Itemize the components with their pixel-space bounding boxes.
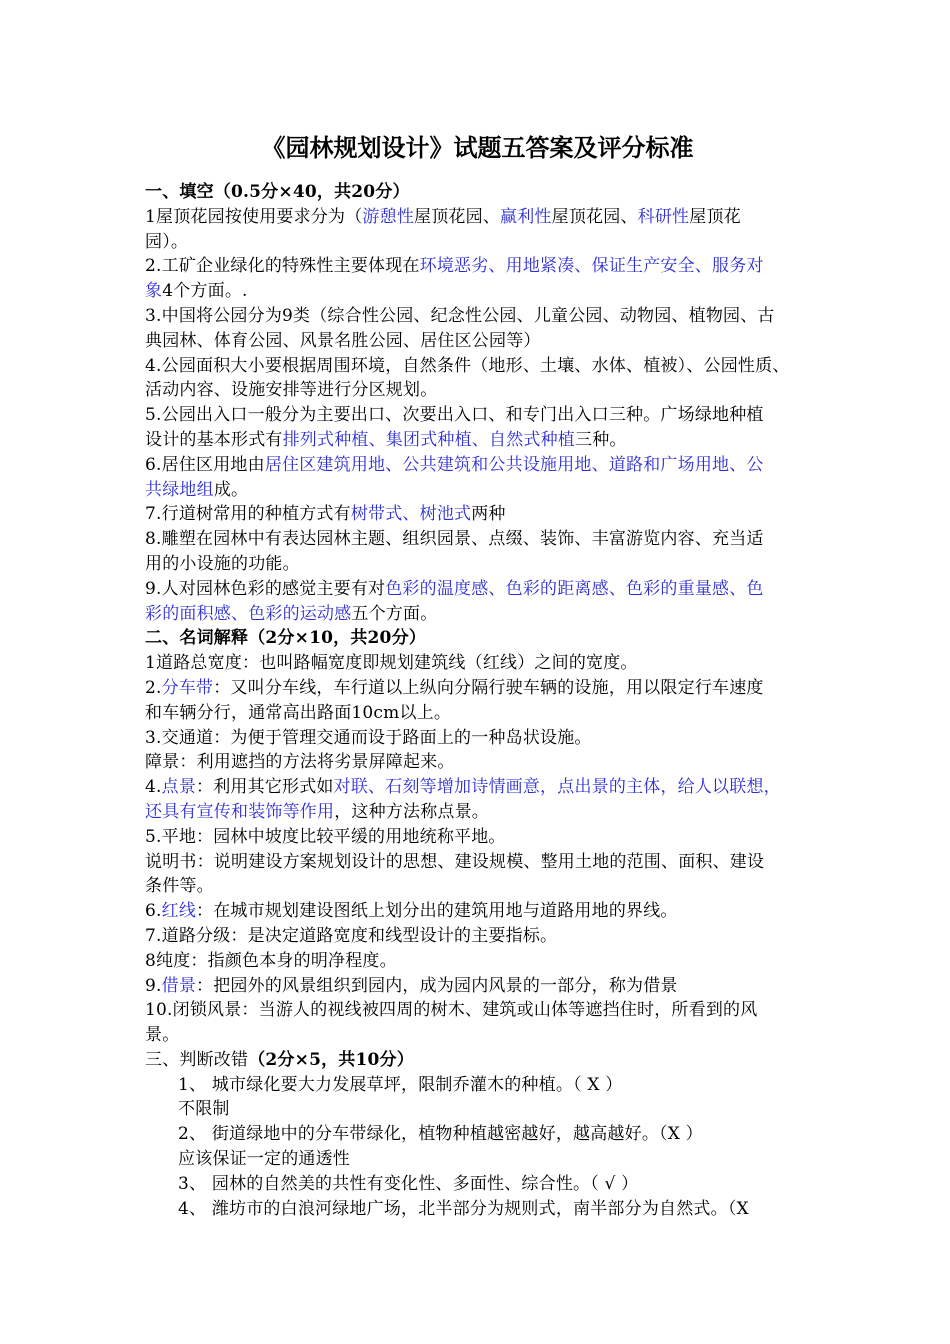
answer-text: 分车带 xyxy=(161,677,214,698)
text-line xyxy=(145,502,810,527)
text-span: 4个方面。. xyxy=(162,281,248,302)
text-line xyxy=(145,279,810,304)
text-span: 5.公园出入口一般分为主要出口、次要出入口、和专门出入口三种。广场绿地种植 xyxy=(145,405,764,426)
answer-text: 共绿地组 xyxy=(145,479,214,500)
text-line xyxy=(145,924,810,949)
text-span: 条件等。 xyxy=(145,876,214,897)
text-line xyxy=(145,1023,810,1048)
text-span: ：又叫分车线，车行道以上纵向分隔行驶车辆的设施，用以限定行车速度 xyxy=(213,677,764,698)
answer-text: 科研性 xyxy=(637,206,690,227)
text-line xyxy=(145,974,810,999)
text-line xyxy=(145,899,810,924)
text-span: 一、填空（0.5分×40，共20分） xyxy=(145,182,410,202)
text-line xyxy=(145,949,810,974)
text-span: ，这种方法称点景。 xyxy=(334,801,490,822)
text-line xyxy=(145,874,810,899)
answer-text: 排列式种植、集团式种植、自然式种植 xyxy=(282,429,576,450)
text-span: 三、判断改错 xyxy=(145,1049,249,1070)
text-span: ：把园外的风景组织到园内，成为园内风景的一部分，称为借景 xyxy=(196,975,678,996)
text-span: 2. xyxy=(145,677,162,698)
text-line xyxy=(145,453,810,478)
text-span: 景。 xyxy=(145,1025,180,1046)
text-span: 8.雕塑在园林中有表达园林主题、组织园景、点缀、装饰、丰富游览内容、充当适 xyxy=(145,529,764,550)
text-line xyxy=(145,304,810,329)
text-span: 两种 xyxy=(471,504,506,525)
answer-text: 红线 xyxy=(161,901,197,922)
text-line xyxy=(145,230,810,255)
text-line xyxy=(145,998,810,1023)
text-line xyxy=(145,850,810,875)
text-line xyxy=(145,1147,810,1172)
text-line xyxy=(145,552,810,577)
text-line xyxy=(145,1073,810,1098)
document-content xyxy=(145,130,810,1221)
text-span: 屋顶花园、 xyxy=(551,206,638,227)
text-span: 9.人对园林色彩的感觉主要有对 xyxy=(145,578,386,599)
text-line xyxy=(145,478,810,503)
text-span: 3.交通道：为便于管理交通而设于路面上的一种岛状设施。 xyxy=(145,727,592,748)
text-span: 五个方面。 xyxy=(351,603,438,624)
text-span: 4. xyxy=(145,777,162,798)
text-line xyxy=(145,1048,810,1073)
text-line xyxy=(145,726,810,751)
text-span: 7.行道树常用的种植方式有 xyxy=(145,504,351,525)
text-line xyxy=(145,800,810,825)
text-span: 4、 潍坊市的白浪河绿地广场，北半部分为规则式，南半部分为自然式。（X xyxy=(178,1198,749,1219)
answer-text: 象 xyxy=(145,281,163,302)
text-span: 三种。 xyxy=(575,429,627,450)
text-span: 用的小设施的功能。 xyxy=(145,553,300,574)
text-span: 6.居住区用地由 xyxy=(145,454,265,475)
text-line xyxy=(145,527,810,552)
text-span: 3.中国将公园分为9类（综合性公园、纪念性公园、儿童公园、动物园、植物园、古 xyxy=(145,305,775,326)
text-line xyxy=(145,205,810,230)
text-line xyxy=(145,378,810,403)
text-span: 二、名词解释（2分×10，共20分） xyxy=(145,628,426,649)
text-line xyxy=(145,403,810,428)
section-heading xyxy=(145,626,810,651)
text-span: 成。 xyxy=(213,479,249,500)
text-line xyxy=(145,701,810,726)
text-line xyxy=(145,354,810,379)
text-span: 9. xyxy=(145,975,162,996)
answer-text: 环境恶劣、用地紧凑、保证生产安全、服务对 xyxy=(419,256,764,277)
text-span: 1屋顶花园按使用要求分为（ xyxy=(145,206,363,227)
answer-text: 赢利性 xyxy=(500,206,552,227)
answer-text: 借景 xyxy=(161,975,197,996)
text-line xyxy=(145,577,810,602)
text-span: 屋顶花园、 xyxy=(414,206,501,227)
text-span: （2分×5，共10分） xyxy=(248,1049,414,1070)
answer-text: 游憩性 xyxy=(362,206,415,227)
page-title: 《园林规划设计》试题五答案及评分标准 xyxy=(261,133,694,162)
answer-text: 彩的面积感、色彩的运动感 xyxy=(145,603,352,624)
text-line xyxy=(145,1172,810,1197)
text-span: 10.闭锁风景：当游人的视线被四周的树木、建筑或山体等遮挡住时，所看到的风 xyxy=(145,1000,758,1021)
text-line xyxy=(145,1097,810,1122)
answer-text: 居住区建筑用地、公共建筑和公共设施用地、道路和广场用地、公 xyxy=(264,454,764,475)
text-span: 2.工矿企业绿化的特殊性主要体现在 xyxy=(145,256,420,277)
text-span: 设计的基本形式有 xyxy=(145,429,283,450)
text-line xyxy=(145,775,810,800)
text-line xyxy=(145,750,810,775)
text-span: 屋顶花 xyxy=(689,206,741,227)
text-span: 7.道路分级：是决定道路宽度和线型设计的主要指标。 xyxy=(145,925,558,946)
text-span: 4.公园面积大小要根据周围环境，自然条件（地形、土壤、水体、植被）、公园性质、 xyxy=(145,355,790,376)
section-heading xyxy=(145,180,810,205)
text-span: 6. xyxy=(145,901,162,922)
text-span: 1道路总宽度：也叫路幅宽度即规划建筑线（红线）之间的宽度。 xyxy=(145,653,638,674)
text-span: 活动内容、设施安排等进行分区规划。 xyxy=(145,380,438,401)
text-span: 不限制 xyxy=(178,1099,230,1120)
text-line xyxy=(145,1122,810,1147)
text-line xyxy=(145,1197,810,1222)
text-line xyxy=(145,254,810,279)
text-line xyxy=(145,676,810,701)
text-span: ：在城市规划建设图纸上划分出的建筑用地与道路用地的界线。 xyxy=(196,901,678,922)
text-span: 说明书：说明建设方案规划设计的思想、建设规模、整用土地的范围、面积、建设 xyxy=(145,851,765,872)
text-span: 3、 园林的自然美的共性有变化性、多面性、综合性。（ √ ） xyxy=(178,1173,639,1194)
answer-text: 色彩的温度感、色彩的距离感、色彩的重量感、色 xyxy=(385,578,764,599)
text-span: 1、 城市绿化要大力发展草坪，限制乔灌木的种植。（ X ） xyxy=(178,1074,623,1095)
text-span: 典园林、体育公园、风景名胜公园、居住区公园等） xyxy=(145,330,541,351)
text-line xyxy=(145,825,810,850)
answer-text: 对联、石刻等增加诗情画意，点出景的主体，给人以联想， xyxy=(333,777,781,798)
text-span: ：利用其它形式如 xyxy=(196,777,334,798)
answer-text: 树带式、树池式 xyxy=(350,504,472,525)
text-span: 5.平地：园林中坡度比较平缓的用地统称平地。 xyxy=(145,826,506,847)
text-span: 2、 街道绿地中的分车带绿化，植物种植越密越好，越高越好。（X ） xyxy=(178,1124,703,1145)
text-line xyxy=(145,651,810,676)
answer-body xyxy=(145,180,810,1221)
text-span: 应该保证一定的通透性 xyxy=(178,1149,350,1170)
text-line xyxy=(145,329,810,354)
text-line xyxy=(145,428,810,453)
text-line xyxy=(145,602,810,627)
text-span: 园）。 xyxy=(145,231,189,252)
text-span: 8纯度：指颜色本身的明净程度。 xyxy=(145,950,397,971)
answer-text: 点景 xyxy=(161,777,197,798)
text-span: 和车辆分行，通常高出路面10cm以上。 xyxy=(145,702,452,723)
answer-text: 还具有宣传和装饰等作用 xyxy=(145,801,335,822)
text-span: 障景：利用遮挡的方法将劣景屏障起来。 xyxy=(145,752,455,773)
